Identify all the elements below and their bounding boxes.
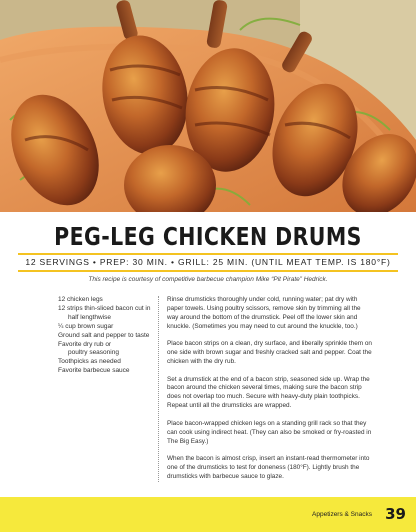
ingredient-item: ¼ cup brown sugar bbox=[58, 322, 114, 330]
direction-step: Rinse drumsticks thoroughly under cold, running water; pat dry with paper towels. Using poultry scissors, remove skin by trimming all the way around the bottom of the drumstick. Peel off the lower skin and knuckle. (Sometimes you may need to cut around the knuckle, too.) bbox=[167, 296, 361, 330]
ingredient-item: 12 chicken legs bbox=[58, 296, 103, 303]
recipe-title: PEG-LEG CHICKEN DRUMS bbox=[54, 222, 362, 251]
directions bbox=[167, 296, 373, 490]
ingredient-item: Ground salt and pepper to taste bbox=[58, 331, 150, 339]
page-number: 39 bbox=[385, 505, 406, 523]
recipe-courtesy: This recipe is courtesy of competitive barbecue champion Mike “Pit Pirate” Hedrick. bbox=[88, 276, 328, 283]
direction-step: Place bacon-wrapped chicken legs on a standing grill rack so that they can cook using indirect heat. (They can also be smoked or fry-roasted in The Big Easy.) bbox=[167, 419, 372, 445]
direction-step: Set a drumstick at the end of a bacon strip, seasoned side up. Wrap the bacon around the chicken several times, making sure the bacon strip does not overlap too much. Secure with heavy-duty plain toothpicks. Repeat until all the drumsticks are wrapped. bbox=[167, 375, 370, 410]
chicken-drums-illustration bbox=[0, 0, 416, 212]
ingredient-item: Favorite barbecue sauce bbox=[58, 367, 130, 375]
ingredient-item: half lengthwise bbox=[68, 313, 111, 321]
page-footer bbox=[0, 497, 416, 532]
recipe-meta: 12 SERVINGS • PREP: 30 MIN. • GRILL: 25 MIN. (UNTIL MEAT TEMP. IS 180°F) bbox=[25, 257, 391, 267]
footer-section-name: Appetizers & Snacks bbox=[312, 511, 372, 518]
direction-step: Place bacon strips on a clean, dry surface, and liberally sprinkle them on one side with brown sugar and freshly cracked salt and pepper. Coat the chicken with the dry rub. bbox=[167, 340, 372, 366]
hero-photo bbox=[0, 0, 416, 212]
ingredient-item: 12 strips thin-sliced bacon cut in bbox=[58, 304, 151, 312]
ingredient-item: poultry seasoning bbox=[68, 349, 119, 357]
direction-step: When the bacon is almost crisp, insert an instant-read thermometer into one of the drumsticks to test for doneness (180°F). Lightly brush the drumsticks with barbecue sauce to glaze. bbox=[167, 455, 370, 480]
title-rule-bottom bbox=[18, 270, 398, 272]
ingredient-item: Toothpicks as needed bbox=[58, 358, 121, 366]
ingredient-item: Favorite dry rub or bbox=[58, 340, 112, 348]
column-divider bbox=[158, 296, 159, 482]
ingredients-list bbox=[58, 296, 154, 376]
